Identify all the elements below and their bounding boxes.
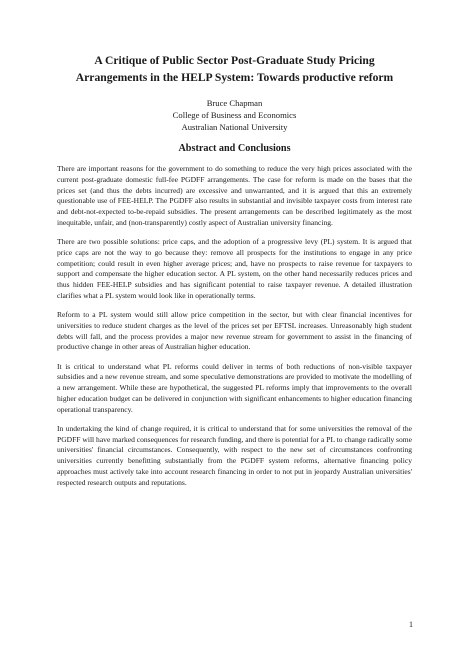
author-university: Australian National University — [181, 122, 288, 132]
paragraph: Reform to a PL system would still allow price competition in the sector, but with clear financial incentives for universities to reduce student charges as the level of the prices set per EFTSL increases. Unreasonably high student debts will fall, and the process provides a major new revenue stream for government to assist in the financing of productive change in other areas of Australian higher education. — [57, 310, 412, 352]
section-heading: Abstract and Conclusions — [178, 143, 291, 154]
author-name: Bruce Chapman — [206, 98, 263, 108]
paragraph: There are important reasons for the government to do something to reduce the very high prices associated with the current post-graduate domestic full-fee PGDFF arrangements. The case for reform is made on the bases that the prices set (and thus the debts incurred) are excessive and unwarranted, and it is argued that this an extremely questionable use of FEE-HELP. The PGDFF also results in substantial and invisible taxpayer costs from interest rate and debt-not-expected to-be-repaid subsidies. The present arrangements can be described legitimately as the most inequitable, unfair, and (non-transparently) costly aspect of Australian university financing. — [57, 164, 412, 227]
paragraph: There are two possible solutions: price caps, and the adoption of a progressive levy (PL) system. It is argued that price caps are not the way to go because they: remove all prospects for the institutions to engage in any price competition; could result in even higher average prices; and, have no prospects to raise revenue for taxpayers to support and compensate the higher education sector. A PL system, on the other hand necessarily reduces prices and thus hidden FEE-HELP subsidies and has significant potential to raise taxpayer revenue. A detailed illustration clarifies what a PL system would look like in operationally terms. — [57, 237, 412, 300]
paragraph: It is critical to understand what PL reforms could deliver in terms of both reductions of non-visible taxpayer subsidies and a new revenue stream, and some speculative demonstrations are provided to motivate the modelling of a new arrangement. While these are hypothetical, the suggested PL reforms imply that improvements to the overall higher education budget can be delivered in conjunction with significant enhancements to higher education financing operational transparency. — [57, 361, 412, 414]
abstract-body — [57, 164, 412, 497]
page-number: 1 — [409, 620, 413, 629]
author-block — [60, 97, 409, 133]
author-college: College of Business and Economics — [172, 110, 297, 120]
title-line-2: Arrangements in the HELP System: Towards productive reform — [75, 71, 394, 84]
title-line-1: A Critique of Public Sector Post-Graduate Study Pricing — [94, 54, 375, 67]
paragraph: In undertaking the kind of change required, it is critical to understand that for some universities the removal of the PGDFF will have marked consequences for research funding, and there is potential for a PL to change radically some universities' financial circumstances. Consequently, with respect to the new set of circumstances confronting universities currently benefitting substantially from the PGDFF system reforms, alternative financing policy approaches must actively take into account research financing in order to not put in jeopardy Australian universities' respected research outputs and reputations. — [57, 423, 412, 487]
paper-title — [40, 52, 429, 86]
